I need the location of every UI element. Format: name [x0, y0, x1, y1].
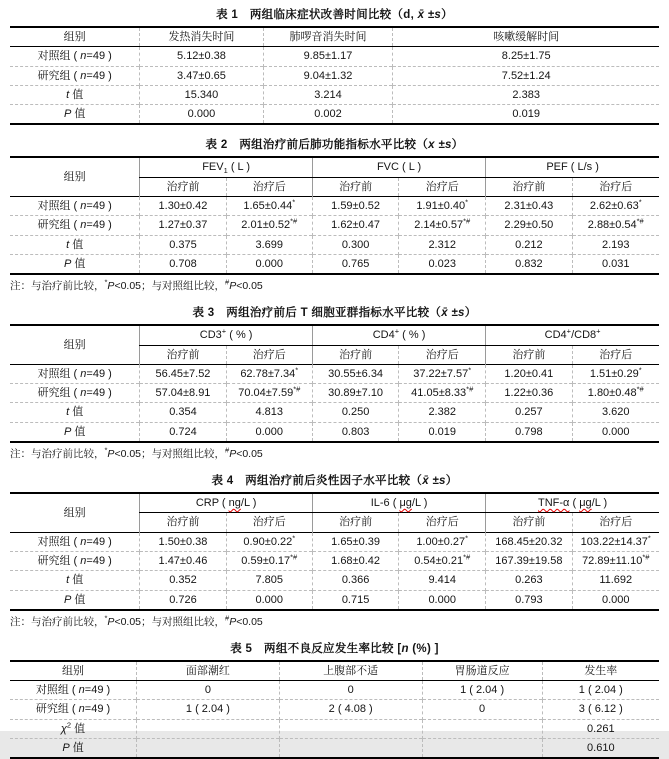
table-cell: 1.50±0.38 — [140, 532, 226, 551]
header-row — [10, 493, 659, 513]
column-group-header: TNF-α ( μg/L ) — [486, 493, 659, 513]
table-cell: 4.813 — [226, 403, 312, 422]
table-cell: 0.000 — [226, 590, 312, 610]
table-cell: 0.724 — [140, 422, 226, 442]
row-label: t 值 — [10, 403, 140, 422]
column-group-header: CD4+/CD8+ — [486, 325, 659, 345]
column-group-header: PEF ( L/s ) — [486, 157, 659, 177]
header-row — [10, 325, 659, 345]
column-group-header: CD4+ ( % ) — [312, 325, 485, 345]
table-cell: 30.89±7.10 — [312, 384, 398, 403]
table-3-section — [10, 304, 659, 461]
column-subheader: 治疗后 — [226, 513, 312, 532]
caption-text: ） — [451, 139, 464, 152]
table-cell: 3.620 — [572, 403, 659, 422]
table-cell: 0.708 — [140, 254, 226, 274]
column-subheader: 治疗前 — [312, 345, 398, 364]
column-group-header: IL-6 ( μg/L ) — [312, 493, 485, 513]
table-cell — [422, 739, 542, 759]
row-label: t 值 — [10, 235, 140, 254]
table-cell — [279, 739, 422, 759]
table-row — [10, 551, 659, 570]
table-cell: 1.59±0.52 — [312, 197, 398, 216]
table-cell: 0.019 — [399, 422, 486, 442]
table-row — [10, 47, 659, 66]
table-cell: 57.04±8.91 — [140, 384, 226, 403]
table-row — [10, 719, 659, 738]
caption-text: ） — [441, 9, 453, 21]
table-cell: 0.715 — [312, 590, 398, 610]
table-4-section — [10, 472, 659, 629]
row-label: P 值 — [10, 105, 140, 125]
column-group-header: FVC ( L ) — [312, 157, 485, 177]
table-cell: 3.47±0.65 — [140, 66, 263, 85]
table-cell: 0.300 — [312, 235, 398, 254]
row-label: P 值 — [10, 422, 140, 442]
table-5-caption — [10, 640, 659, 656]
table-cell: 0.793 — [486, 590, 572, 610]
table-row — [10, 681, 659, 700]
table-cell: 1.20±0.41 — [486, 364, 572, 383]
table-3-t-cell-subsets — [10, 324, 659, 443]
table-cell: 2.312 — [399, 235, 486, 254]
table-cell: 2.14±0.57*# — [399, 216, 486, 235]
table-5-adverse-reactions — [10, 660, 659, 759]
column-header: 胃肠道反应 — [422, 661, 542, 681]
table-2-caption — [10, 136, 659, 152]
table-3-footnote: 注：与治疗前比较，*P<0.05；与对照组比较，#P<0.05 — [10, 445, 263, 461]
table-row — [10, 105, 659, 125]
table-row — [10, 700, 659, 719]
table-cell: 7.805 — [226, 571, 312, 590]
column-subheader: 治疗前 — [140, 513, 226, 532]
column-subheader: 治疗前 — [312, 513, 398, 532]
table-cell: 0.000 — [226, 254, 312, 274]
row-label: t 值 — [10, 85, 140, 104]
column-header: 面部潮红 — [137, 661, 280, 681]
caption-text: (%) ] — [408, 642, 439, 655]
table-cell: 2.383 — [393, 85, 659, 104]
row-label: 对照组 ( n=49 ) — [37, 50, 112, 63]
table-cell: 62.78±7.34* — [226, 364, 312, 383]
table-cell: 168.45±20.32 — [486, 532, 572, 551]
caption-text: 表 1 两组临床症状改善时间比较（d, — [216, 9, 418, 21]
table-2-section — [10, 136, 659, 293]
column-header: 发生率 — [542, 661, 659, 681]
table-cell — [279, 719, 422, 738]
table-cell: 2.01±0.52*# — [226, 216, 312, 235]
table-row — [10, 364, 659, 383]
caption-formula: x̄ ±s — [422, 475, 446, 488]
table-4-inflammatory-factors — [10, 492, 659, 611]
column-subheader: 治疗后 — [399, 345, 486, 364]
table-cell: 1 ( 2.04 ) — [542, 681, 659, 700]
table-row — [10, 384, 659, 403]
row-label: 对照组 ( n=49 ) — [35, 684, 111, 697]
table-cell — [137, 719, 280, 738]
table-cell: 0 — [422, 700, 542, 719]
table-cell: 9.85±1.17 — [263, 47, 393, 66]
column-subheader: 治疗后 — [572, 513, 659, 532]
row-label: 研究组 ( n=49 ) — [10, 384, 140, 403]
table-row — [10, 216, 659, 235]
table-cell: 0.019 — [393, 105, 659, 125]
table-3-caption — [10, 304, 659, 320]
column-header: 上腹部不适 — [279, 661, 422, 681]
table-cell: 1.51±0.29* — [572, 364, 659, 383]
column-header: 组别 — [63, 31, 86, 43]
table-row — [10, 254, 659, 274]
column-subheader: 治疗前 — [486, 513, 572, 532]
table-cell: 3.699 — [226, 235, 312, 254]
table-cell: 37.22±7.57* — [399, 364, 486, 383]
table-cell: 7.52±1.24 — [393, 66, 659, 85]
table-cell: 1.00±0.27* — [399, 532, 486, 551]
column-subheader: 治疗前 — [486, 345, 572, 364]
table-cell: 1.65±0.39 — [312, 532, 398, 551]
table-row — [10, 403, 659, 422]
row-label: 研究组 ( n=49 ) — [10, 66, 140, 85]
row-label: 对照组 ( n=49 ) — [37, 535, 112, 548]
column-subheader: 治疗前 — [140, 177, 226, 196]
caption-text: 表 3 两组治疗前后 T 细胞亚群指标水平比较（ — [192, 307, 442, 320]
table-row — [10, 422, 659, 442]
table-cell: 0.803 — [312, 422, 398, 442]
header-row — [10, 157, 659, 177]
column-header: 肺啰音消失时间 — [263, 27, 393, 47]
column-group-header: CD3+ ( % ) — [140, 325, 313, 345]
table-cell: 0.000 — [226, 422, 312, 442]
caption-text: 表 2 两组治疗前后肺功能指标水平比较（ — [205, 139, 429, 152]
row-label: 研究组 ( n=49 ) — [10, 700, 137, 719]
table-cell: 0.59±0.17*# — [226, 551, 312, 570]
table-cell: 0.000 — [399, 590, 486, 610]
table-cell: 1.30±0.42 — [140, 197, 226, 216]
table-cell: 0.354 — [140, 403, 226, 422]
table-cell: 0.261 — [542, 719, 659, 738]
table-cell: 2.193 — [572, 235, 659, 254]
table-cell: 0.366 — [312, 571, 398, 590]
column-header: 组别 — [63, 506, 86, 519]
row-label: P 值 — [10, 590, 140, 610]
column-header: 组别 — [63, 171, 86, 184]
table-cell: 0.765 — [312, 254, 398, 274]
table-1-clinical-symptoms — [10, 26, 659, 125]
table-cell: 1.22±0.36 — [486, 384, 572, 403]
table-cell: 0 — [279, 681, 422, 700]
column-subheader: 治疗后 — [572, 345, 659, 364]
row-label: 对照组 ( n=49 ) — [37, 367, 112, 380]
column-subheader: 治疗后 — [226, 345, 312, 364]
header-row — [10, 27, 659, 47]
table-cell: 1.80±0.48*# — [572, 384, 659, 403]
row-label: 对照组 ( n=49 ) — [37, 200, 112, 213]
table-cell: 0.002 — [263, 105, 393, 125]
column-header: 咳嗽缓解时间 — [393, 27, 659, 47]
table-4-footnote: 注：与治疗前比较，*P<0.05；与对照组比较，#P<0.05 — [10, 613, 263, 628]
table-cell: 3 ( 6.12 ) — [542, 700, 659, 719]
table-cell: 2.88±0.54*# — [572, 216, 659, 235]
caption-text: ） — [445, 475, 458, 488]
caption-formula: x ±s — [428, 139, 452, 152]
table-cell: 56.45±7.52 — [140, 364, 226, 383]
column-subheader: 治疗前 — [486, 177, 572, 196]
table-cell: 0.000 — [140, 105, 263, 125]
table-cell: 11.692 — [572, 571, 659, 590]
row-label: 研究组 ( n=49 ) — [10, 551, 140, 570]
caption-formula: x̄ ±s — [441, 307, 465, 320]
table-cell: 0.352 — [140, 571, 226, 590]
table-cell: 1 ( 2.04 ) — [137, 700, 280, 719]
caption-formula: n — [401, 642, 409, 655]
column-group-header: CRP ( ng/L ) — [140, 493, 313, 513]
table-cell: 0.000 — [572, 422, 659, 442]
table-cell: 9.04±1.32 — [263, 66, 393, 85]
table-1-section — [10, 6, 659, 125]
table-cell: 0.54±0.21*# — [399, 551, 486, 570]
table-cell: 0.375 — [140, 235, 226, 254]
table-cell: 0.250 — [312, 403, 398, 422]
table-cell: 0.798 — [486, 422, 572, 442]
table-row — [10, 66, 659, 85]
table-cell: 30.55±6.34 — [312, 364, 398, 383]
caption-text: ） — [464, 307, 477, 320]
table-cell: 1.68±0.42 — [312, 551, 398, 570]
table-1-caption — [10, 6, 659, 22]
table-cell: 0.726 — [140, 590, 226, 610]
table-cell: 41.05±8.33*# — [399, 384, 486, 403]
table-4-caption — [10, 472, 659, 488]
table-cell: 2.31±0.43 — [486, 197, 572, 216]
table-5-section — [10, 640, 659, 759]
table-cell: 2.29±0.50 — [486, 216, 572, 235]
table-row — [10, 85, 659, 104]
table-cell: 1.65±0.44* — [226, 197, 312, 216]
table-cell: 3.214 — [263, 85, 393, 104]
column-header: 发热消失时间 — [140, 27, 263, 47]
row-label: $\chi^2$ 值 — [10, 719, 137, 738]
table-cell: 2.382 — [399, 403, 486, 422]
column-subheader: 治疗后 — [399, 177, 486, 196]
table-cell: 1.62±0.47 — [312, 216, 398, 235]
table-row — [10, 571, 659, 590]
table-row — [10, 235, 659, 254]
table-cell: 0.610 — [542, 739, 659, 759]
table-cell: 103.22±14.37* — [572, 532, 659, 551]
table-cell: 0.90±0.22* — [226, 532, 312, 551]
table-row — [10, 532, 659, 551]
column-group-header: $FEV_1$ ( L ) — [140, 157, 313, 177]
table-row — [10, 197, 659, 216]
table-cell: 0.263 — [486, 571, 572, 590]
table-cell: 72.89±11.10*# — [572, 551, 659, 570]
column-subheader: 治疗前 — [140, 345, 226, 364]
table-cell: 1.27±0.37 — [140, 216, 226, 235]
column-subheader: 治疗后 — [226, 177, 312, 196]
table-cell — [137, 739, 280, 759]
table-cell: 2.62±0.63* — [572, 197, 659, 216]
table-cell: 0.832 — [486, 254, 572, 274]
row-label: P 值 — [10, 254, 140, 274]
table-cell: 9.414 — [399, 571, 486, 590]
table-2-lung-function — [10, 156, 659, 275]
column-subheader: 治疗前 — [312, 177, 398, 196]
caption-text: 表 5 两组不良反应发生率比较 [ — [230, 642, 402, 655]
column-header: 组别 — [62, 664, 85, 677]
table-cell: 1 ( 2.04 ) — [422, 681, 542, 700]
column-header: 组别 — [63, 338, 86, 351]
table-row — [10, 590, 659, 610]
table-cell: 70.04±7.59*# — [226, 384, 312, 403]
table-cell: 0.031 — [572, 254, 659, 274]
table-row — [10, 739, 659, 759]
table-cell: 0 — [137, 681, 280, 700]
table-cell: 8.25±1.75 — [393, 47, 659, 66]
caption-text: 表 4 两组治疗前后炎性因子水平比较（ — [211, 475, 423, 488]
row-label: P 值 — [10, 739, 137, 759]
table-cell: 0.000 — [572, 590, 659, 610]
table-cell: 0.212 — [486, 235, 572, 254]
column-subheader: 治疗后 — [399, 513, 486, 532]
row-label: 研究组 ( n=49 ) — [10, 216, 140, 235]
table-cell: 5.12±0.38 — [140, 47, 263, 66]
table-cell: 0.023 — [399, 254, 486, 274]
table-cell: 2 ( 4.08 ) — [279, 700, 422, 719]
caption-formula: x̄ ±s — [417, 9, 442, 21]
row-label: t 值 — [10, 571, 140, 590]
table-cell: 1.47±0.46 — [140, 551, 226, 570]
table-cell — [422, 719, 542, 738]
header-row — [10, 661, 659, 681]
table-cell: 167.39±19.58 — [486, 551, 572, 570]
column-subheader: 治疗后 — [572, 177, 659, 196]
table-cell: 0.257 — [486, 403, 572, 422]
table-cell: 15.340 — [140, 85, 263, 104]
table-2-footnote: 注：与治疗前比较，*P<0.05；与对照组比较，#P<0.05 — [10, 277, 263, 293]
table-cell: 1.91±0.40* — [399, 197, 486, 216]
